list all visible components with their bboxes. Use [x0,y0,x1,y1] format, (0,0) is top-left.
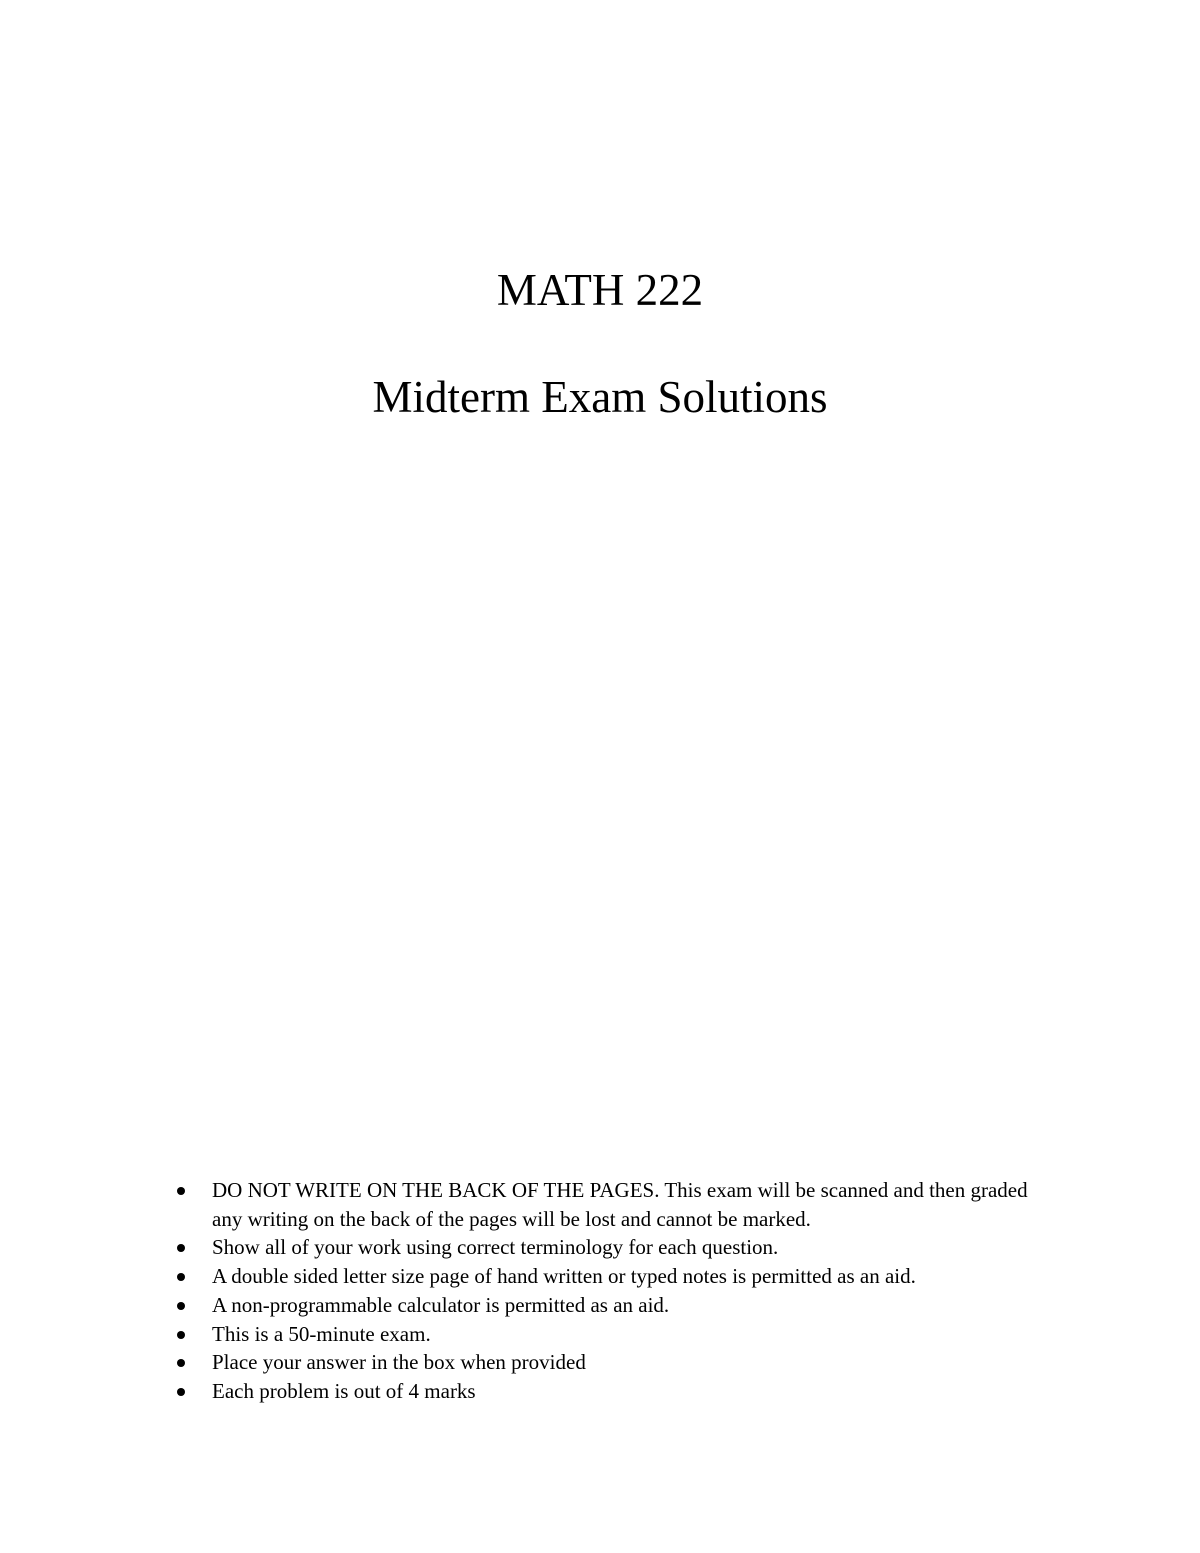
course-title: MATH 222 [496,265,704,315]
instruction-item: A non-programmable calculator is permitted as an aid. [175,1291,1055,1320]
document-subtitle: Midterm Exam Solutions [372,372,828,422]
instruction-item: Each problem is out of 4 marks [175,1377,1055,1406]
instructions-list [175,1176,1055,1406]
instruction-item: DO NOT WRITE ON THE BACK OF THE PAGES. This exam will be scanned and then graded any writing on the back of the pages will be lost and cannot be marked. [175,1176,1055,1233]
instruction-item: This is a 50-minute exam. [175,1320,1055,1349]
instruction-item: Show all of your work using correct terminology for each question. [175,1233,1055,1262]
instruction-item: Place your answer in the box when provided [175,1348,1055,1377]
instruction-item: A double sided letter size page of hand written or typed notes is permitted as an aid. [175,1262,1055,1291]
